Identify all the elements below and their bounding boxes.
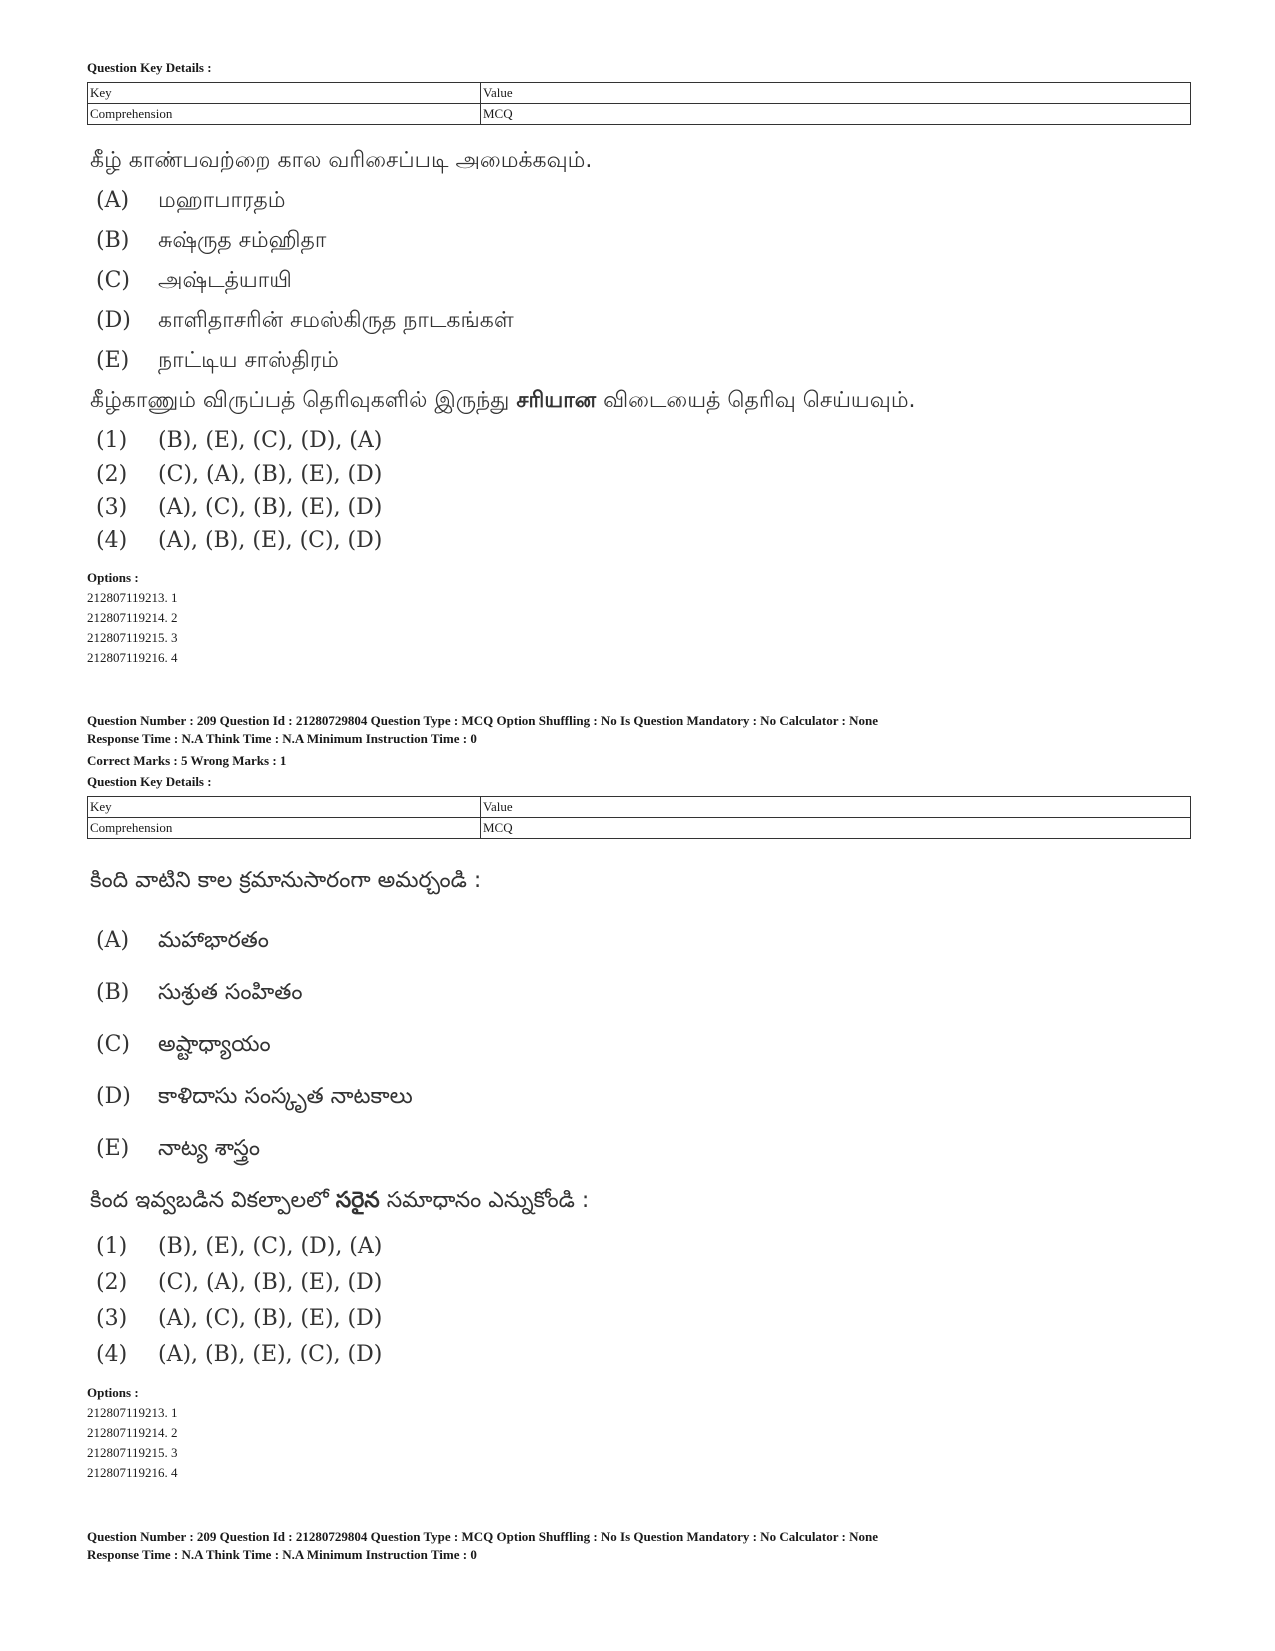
instruction-post: விடையைத் தெரிவு செய்யவும். — [596, 388, 916, 413]
marks-line: Correct Marks : 5 Wrong Marks : 1 — [87, 753, 287, 768]
item-label: (B) — [96, 228, 130, 253]
item-label: (E) — [96, 1136, 130, 1161]
instruction-text — [90, 386, 916, 416]
table-cell-value: MCQ — [481, 104, 1191, 125]
question-text: కింది వాటిని కాల క్రమానుసారంగా అమర్చండి : — [90, 868, 482, 893]
choice-label: (1) — [96, 428, 128, 453]
key-details-label: Question Key Details : — [87, 60, 212, 75]
list-item — [96, 186, 285, 216]
choice-text: (A), (C), (B), (E), (D) — [158, 495, 383, 520]
question-meta-line: Response Time : N.A Think Time : N.A Minimum Instruction Time : 0 — [87, 731, 477, 746]
table-cell-key: Comprehension — [88, 104, 481, 125]
answer-choice — [96, 493, 382, 523]
key-value-table — [87, 796, 1191, 839]
list-item — [96, 1030, 271, 1060]
table-row — [88, 104, 1191, 125]
option-id: 212807119216. 4 — [87, 650, 178, 665]
option-id: 212807119213. 1 — [87, 590, 178, 605]
option-id: 212807119215. 3 — [87, 1445, 178, 1460]
choice-label: (4) — [96, 1342, 128, 1367]
answer-choice — [96, 426, 382, 456]
list-item — [96, 1134, 260, 1164]
option-id: 212807119213. 1 — [87, 1405, 178, 1420]
answer-choice — [96, 1268, 382, 1298]
table-cell-key: Comprehension — [88, 818, 481, 839]
choice-text: (C), (A), (B), (E), (D) — [158, 462, 383, 487]
instruction-pre: கீழ்காணும் விருப்பத் தெரிவுகளில் இருந்து — [90, 388, 517, 413]
question-meta-line: Question Number : 209 Question Id : 21280729804 Question Type : MCQ Option Shuffling : No Is Question Mandatory : No Calculator : None — [87, 1529, 879, 1544]
item-text: సుశ్రుత సంహితం — [158, 980, 303, 1005]
answer-choice — [96, 1340, 382, 1370]
question-meta-line: Response Time : N.A Think Time : N.A Minimum Instruction Time : 0 — [87, 1547, 477, 1562]
item-text: காளிதாசரின் சமஸ்கிருத நாடகங்கள் — [158, 308, 514, 333]
instruction-bold: சரியான — [516, 388, 597, 413]
instruction-bold: సరైన — [335, 1188, 380, 1213]
options-label: Options : — [87, 570, 139, 585]
item-text: நாட்டிய சாஸ்திரம் — [158, 348, 339, 373]
instruction-text — [90, 1186, 589, 1216]
item-label: (B) — [96, 980, 130, 1005]
option-id: 212807119214. 2 — [87, 610, 178, 625]
item-label: (A) — [96, 188, 130, 213]
table-header-value: Value — [481, 797, 1191, 818]
choice-text: (A), (C), (B), (E), (D) — [158, 1306, 383, 1331]
table-row — [88, 797, 1191, 818]
answer-choice — [96, 1232, 382, 1262]
choice-text: (B), (E), (C), (D), (A) — [158, 1234, 383, 1259]
question-meta-line: Question Number : 209 Question Id : 21280729804 Question Type : MCQ Option Shuffling : No Is Question Mandatory : No Calculator : None — [87, 713, 879, 728]
key-details-label: Question Key Details : — [87, 774, 212, 789]
table-header-key: Key — [88, 83, 481, 104]
choice-label: (1) — [96, 1234, 128, 1259]
list-item — [96, 266, 292, 296]
choice-label: (2) — [96, 462, 128, 487]
question-text: கீழ் காண்பவற்றை கால வரிசைப்படி அமைக்கவும். — [90, 148, 593, 173]
table-header-value: Value — [481, 83, 1191, 104]
choice-label: (3) — [96, 495, 128, 520]
table-row — [88, 818, 1191, 839]
option-id: 212807119215. 3 — [87, 630, 178, 645]
option-id: 212807119216. 4 — [87, 1465, 178, 1480]
item-text: కాళిదాసు సంస్కృత నాటకాలు — [158, 1084, 413, 1109]
item-text: అష్టాధ్యాయం — [158, 1032, 271, 1057]
options-label: Options : — [87, 1385, 139, 1400]
option-id: 212807119214. 2 — [87, 1425, 178, 1440]
item-text: మహాభారతం — [158, 928, 269, 953]
choice-text: (B), (E), (C), (D), (A) — [158, 428, 383, 453]
table-header-key: Key — [88, 797, 481, 818]
item-label: (E) — [96, 348, 130, 373]
choice-label: (3) — [96, 1306, 128, 1331]
list-item — [96, 1082, 413, 1112]
list-item — [96, 226, 326, 256]
list-item — [96, 306, 514, 336]
list-item — [96, 978, 302, 1008]
choice-text: (A), (B), (E), (C), (D) — [158, 1342, 383, 1367]
answer-choice — [96, 1304, 382, 1334]
answer-choice — [96, 526, 382, 556]
choice-text: (C), (A), (B), (E), (D) — [158, 1270, 383, 1295]
table-cell-value: MCQ — [481, 818, 1191, 839]
instruction-post: సమాధానం ఎన్నుకోండి : — [379, 1188, 590, 1213]
item-label: (D) — [96, 308, 131, 333]
table-row — [88, 83, 1191, 104]
list-item — [96, 926, 269, 956]
item-text: నాట్య శాస్త్రం — [158, 1136, 260, 1161]
item-label: (A) — [96, 928, 130, 953]
item-label: (C) — [96, 268, 130, 293]
instruction-pre: కింద ఇవ్వబడిన వికల్పాలలో — [90, 1188, 336, 1213]
choice-label: (4) — [96, 528, 128, 553]
item-text: அஷ்டத்யாயி — [158, 268, 292, 293]
item-text: மஹாபாரதம் — [158, 188, 286, 213]
item-label: (D) — [96, 1084, 131, 1109]
item-label: (C) — [96, 1032, 130, 1057]
list-item — [96, 346, 339, 376]
item-text: சுஷ்ருத சம்ஹிதா — [158, 228, 327, 253]
choice-text: (A), (B), (E), (C), (D) — [158, 528, 383, 553]
choice-label: (2) — [96, 1270, 128, 1295]
key-value-table — [87, 82, 1191, 125]
answer-choice — [96, 460, 382, 490]
